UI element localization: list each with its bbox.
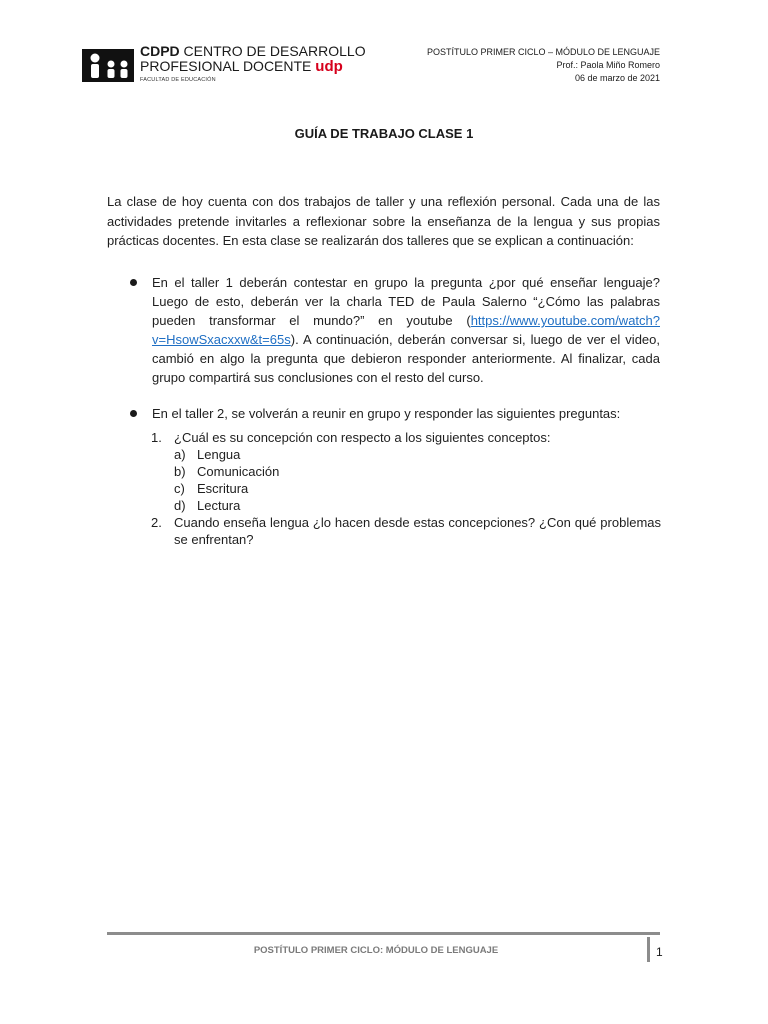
logo-brand: udp [315,58,343,75]
question-number: 2. [151,515,162,530]
footer-separator [647,937,650,962]
question-number: 1. [151,430,162,445]
list-item [151,480,661,497]
list-item [151,463,661,480]
question-1 [151,429,661,446]
logo-bold: CDPD [140,43,180,59]
question-text: Cuando enseña lengua ¿lo hacen desde estas concepciones? ¿Con qué problemas se enfrentan? [174,515,661,547]
page-number: 1 [656,945,663,959]
item-text: Escritura [197,481,249,496]
cdpd-logo-mark-icon [82,49,134,82]
intro-paragraph: La clase de hoy cuenta con dos trabajos de taller y una reflexión personal. Cada una de las actividades pretende invitarles a reflexionar sobre la enseñanza de la lengua y sus propias prácticas docentes. En esta clase se realizarán dos talleres que se explican a continuación: [107,194,660,248]
questions-list [151,429,661,548]
footer-text: POSTÍTULO PRIMER CICLO: MÓDULO DE LENGUAJE [253,945,499,956]
item-letter: b) [174,464,186,479]
header-meta [427,46,660,85]
item-text: Lectura [197,498,241,513]
logo-line2: PROFESIONAL DOCENTE [140,58,316,74]
question-2 [151,514,661,548]
page-title: GUÍA DE TRABAJO CLASE 1 [294,126,474,141]
logo-text [140,44,366,74]
list-item [151,446,661,463]
logo-line1: CENTRO DE DESARROLLO [179,43,366,59]
taller1-text-after: ). A continuación, deberán conversar si, luego de ver el video, cambió en algo la pregunta que debieron responder anteriormente. Al finalizar, cada grupo compartirá sus conclusiones con el resto del curso. [152,332,660,385]
program-name: POSTÍTULO PRIMER CICLO – MÓDULO DE LENGUAJE [426,47,660,57]
item-letter: c) [174,481,185,496]
bullet-icon [130,279,137,286]
item-letter: d) [174,498,186,513]
item-letter: a) [174,447,186,462]
taller1-text [152,273,660,387]
logo-subtitle: FACULTAD DE EDUCACIÓN [140,77,216,83]
item-text: Lengua [197,447,241,462]
taller1-text-before: En el taller 1 deberán contestar en grupo la pregunta ¿por qué enseñar lenguaje? Luego de esto, deberán ver la charla TED de Paula Salerno “¿Cómo las palabras pueden transformar el mundo?” en youtube ( [152,275,660,328]
professor-name: Prof.: Paola Miño Romero [556,60,660,70]
item-text: Comunicación [197,464,280,479]
question-text: ¿Cuál es su concepción con respecto a los siguientes conceptos: [174,430,551,445]
footer-divider [107,932,660,935]
document-date: 06 de marzo de 2021 [574,73,660,83]
list-item [151,497,661,514]
bullet-icon [130,410,137,417]
taller2-text: En el taller 2, se volverán a reunir en grupo y responder las siguientes preguntas: [152,406,621,421]
youtube-link[interactable]: https://www.youtube.com/watch?v=HsowSxacxxw&t=65s [152,313,660,347]
